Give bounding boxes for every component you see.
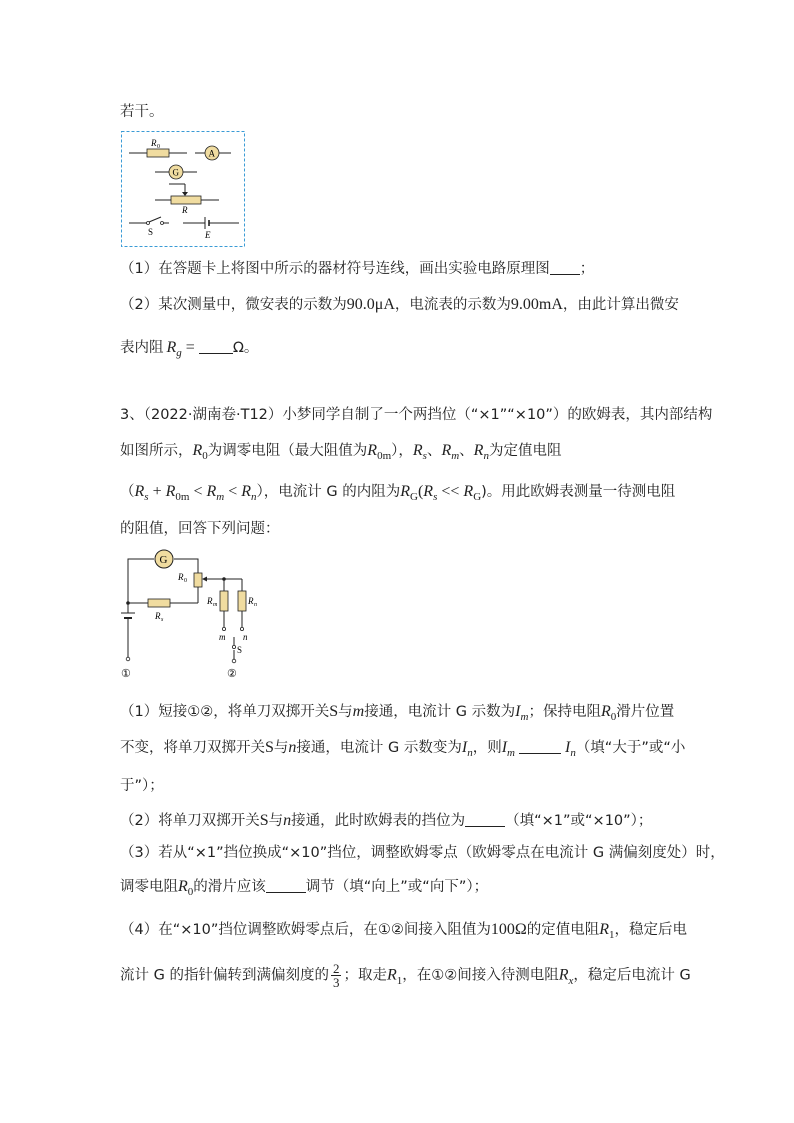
q3-1-l2-b: 与 [273, 740, 289, 756]
frac-den: 3 [332, 975, 340, 990]
rs-var: R [412, 442, 423, 459]
much-less-sign: << [437, 483, 464, 500]
q3-2-d: （填“×1”或“×10”）； [505, 813, 653, 829]
terminal-2-label: ② [227, 668, 237, 680]
answer-blank-range[interactable] [465, 812, 505, 827]
q3-part4-line1 [120, 920, 687, 941]
r0m-var: R [367, 442, 378, 459]
q3-3-r0-sub: 0 [187, 886, 194, 898]
ammeter-label: A [208, 148, 215, 159]
answer-blank-direction[interactable] [266, 878, 306, 893]
q2-part2-mid: ，电流表的示数为 [394, 297, 511, 313]
resistor-r0-symbol [129, 138, 187, 157]
sep-1: 、 [426, 443, 442, 459]
battery-label: E [205, 230, 211, 240]
q3-1-l2-c: 接通，电流计 G 示数变为 [296, 740, 462, 756]
sep-2: 、 [459, 443, 474, 459]
q3-1-l2-d: ，则 [472, 740, 502, 756]
q3-2-c: 接通，此时欧姆表的挡位为 [291, 813, 466, 829]
fig2-m-label: m [219, 632, 226, 642]
in-var-sub: n [467, 747, 473, 759]
q3-line3-d: )。用此欧姆表测量一待测电阻 [481, 484, 676, 500]
q3-stem-line2 [120, 441, 561, 462]
fig2-rn-sub: n [254, 602, 257, 608]
rg-var: R [166, 339, 177, 356]
q3-2-n: n [283, 812, 292, 829]
in-var-2: I [564, 739, 571, 756]
resistor-rs [148, 599, 170, 607]
q3-3-l1: （3）若从“×1”挡位换成“×10”挡位，调整欧姆零点（欧姆零点在电流计 G 满偏刻度处）时， [120, 845, 725, 861]
figure-ohmmeter-circuit [118, 547, 268, 682]
rg-var-q3: R [400, 483, 411, 500]
answer-blank-diagram[interactable] [550, 260, 580, 275]
microammeter-reading: 90.0μA [346, 296, 395, 313]
cond-rs-sub: s [433, 491, 438, 503]
q3-4-l2-c: ，在①②间接入待测电阻 [402, 967, 559, 984]
rx-var-sub: x [568, 974, 574, 987]
q3-stem-line4 [120, 519, 280, 539]
fig2-rs-sub: s [161, 617, 164, 623]
q3-1-l3: 于”）； [120, 778, 164, 794]
rn-var: R [473, 442, 484, 459]
resistor-rn [238, 591, 246, 611]
frac-num: 2 [332, 961, 340, 976]
q2-part1 [120, 259, 594, 279]
q3-line2-a: 如图所示， [120, 443, 193, 459]
q3-stem-line3 [120, 482, 675, 503]
ineq-rn-sub: n [251, 491, 257, 503]
ineq-rs-sub: s [144, 491, 149, 503]
q3-part2 [120, 811, 652, 831]
r0-label-sub: 0 [157, 144, 160, 150]
q3-4-l2-a: 流计 G 的指针偏转到满偏刻度的 [120, 967, 329, 984]
switch-pivot [232, 645, 235, 648]
intro-text: 若干。 [120, 104, 164, 120]
n-ref: n [288, 739, 297, 756]
q2-part2-pre: （2）某次测量中，微安表的示数为 [120, 297, 347, 313]
q3-3-r0: R [178, 878, 188, 895]
q3-part3-line1 [120, 843, 725, 863]
switch-symbol [129, 217, 169, 237]
answer-blank-compare[interactable] [519, 739, 561, 754]
q3-line2-d: 为定值电阻 [488, 443, 562, 459]
rg-var-sub: g [176, 347, 182, 359]
cond-rg-sub: G [473, 491, 482, 503]
contact-n [240, 627, 243, 630]
cond-rg: R [463, 483, 474, 500]
q2-part2-line2-pre: 表内阻 [120, 340, 164, 356]
q3-4-b: 的定值电阻 [526, 922, 600, 938]
q2-part1-text: （1）在答题卡上将图中所示的器材符号连线，画出实验电路原理图 [120, 261, 550, 277]
im-var-2-sub: m [507, 747, 515, 759]
ineq-r0m: R [165, 483, 176, 500]
q3-part1-line2 [120, 738, 685, 759]
fig2-s-label: S [237, 645, 243, 655]
q3-4-c: ，稳定后电 [614, 922, 688, 938]
r1-var-2-sub: 1 [396, 974, 403, 987]
galvanometer-label: G [172, 167, 179, 178]
figure-border [122, 132, 245, 247]
rm-var-sub: m [451, 450, 460, 462]
plus-sign: + [148, 483, 166, 500]
im-var-sub: m [520, 711, 529, 723]
fig2-rn-label: R [248, 596, 254, 606]
fig2-rm-sub: m [213, 602, 218, 608]
r0-var: R [192, 442, 203, 459]
q2-part2-line1 [120, 295, 679, 315]
ammeter-reading: 9.00mA [510, 296, 563, 313]
battery-symbol [183, 217, 239, 240]
fig2-g-label: G [159, 554, 168, 566]
q3-line4: 的阻值，回答下列问题： [120, 521, 280, 537]
figure-components [121, 131, 245, 247]
rheostat-symbol [155, 184, 219, 215]
r1-var: R [599, 921, 610, 938]
junction-left [126, 601, 130, 605]
q3-part4-line2 [120, 962, 691, 989]
q3-line1: 3、（2022·湖南卷·T12）小梦同学自制了一个两挡位（“×1”“×10”）的欧姆表，其内部结构 [120, 407, 713, 423]
switch-s-ref: S [329, 703, 339, 720]
rheostat-label: R [182, 205, 188, 215]
equals-sign: = [181, 339, 199, 356]
fig2-rm-label: R [207, 596, 213, 606]
r0-var-sub: 0 [202, 450, 208, 462]
ineq-rs: R [134, 483, 145, 500]
terminal-2 [232, 659, 236, 663]
terminal-1-label: ① [121, 668, 131, 680]
im-var-2: I [501, 739, 508, 756]
q2-unit: Ω。 [232, 340, 259, 356]
q3-1-c: 接通，电流计 G 示数为 [364, 704, 516, 720]
ineq-rm: R [206, 483, 217, 500]
q3-4-a: （4）在“×10”挡位调整欧姆零点后，在①②间接入阻值为 [120, 922, 491, 938]
q3-part1-line1 [120, 702, 674, 723]
q3-1-l2-e: （填“大于”或“小 [575, 740, 686, 756]
q3-3-l2-b: 的滑片应该 [193, 879, 266, 895]
q3-line3-a: （ [120, 484, 135, 500]
resistor-rm [220, 591, 228, 611]
q2-part1-end: ； [579, 261, 595, 277]
q3-part3-line2 [120, 877, 488, 898]
m-ref: m [352, 703, 365, 720]
q3-1-d: ；保持电阻 [528, 704, 601, 720]
q3-2-a: （2）将单刀双掷开关 [120, 813, 260, 829]
in-var: I [461, 739, 468, 756]
fig2-n-label: n [243, 632, 248, 642]
resistor-r0-zero-adjust [194, 573, 202, 587]
r0-label: R [151, 138, 157, 148]
lt-sign-2: < [224, 483, 242, 500]
q3-1-e: 滑片位置 [616, 704, 675, 720]
ineq-rm-sub: m [216, 491, 225, 503]
q3-2-b: 与 [268, 813, 284, 829]
q3-3-l2-c: 调节（填“向上”或“向下”）； [305, 879, 489, 895]
r1-var-2: R [386, 966, 397, 984]
q3-1-b: 与 [338, 704, 353, 720]
q3-3-l2-a: 调零电阻 [120, 879, 178, 895]
ineq-r0m-sub: 0m [175, 491, 190, 503]
contact-m [222, 627, 225, 630]
q3-line2-b: 为调零电阻（最大阻值为 [207, 443, 368, 459]
r0-slider-arrow [202, 577, 207, 582]
junction-right [222, 577, 226, 581]
q3-1-r0-sub: 0 [610, 711, 617, 723]
intro-line [120, 102, 164, 122]
q3-4-l2-d: ，稳定后电流计 G [573, 967, 691, 984]
switch-label: S [148, 227, 154, 237]
rx-var: R [558, 966, 569, 984]
q3-stem-line1 [120, 405, 712, 425]
q2-part2-post: ，由此计算出微安 [562, 297, 679, 313]
resistance-100: 100Ω [490, 921, 527, 938]
in-var-2-sub: n [570, 747, 576, 759]
im-var: I [515, 703, 521, 720]
q3-part1-line3 [120, 776, 164, 796]
galvanometer-symbol [155, 165, 197, 179]
ineq-rn: R [241, 483, 252, 500]
r0m-var-sub: 0m [377, 450, 392, 462]
terminal-1 [126, 657, 130, 661]
ammeter-symbol [195, 146, 231, 160]
fig2-rs-label: R [155, 611, 161, 621]
q3-line2-c: ）， [391, 443, 413, 459]
rm-var: R [441, 442, 452, 459]
q3-4-l2-b: ；取走 [343, 967, 387, 984]
q2-part2-line2 [120, 338, 258, 359]
q3-line3-b: ），电流计 G 的内阻为 [256, 484, 401, 500]
switch-s-ref-2: S [265, 739, 274, 756]
cond-rs: R [423, 483, 434, 500]
q3-1-a: （1）短接①②，将单刀双掷开关 [120, 704, 330, 720]
answer-blank-rg[interactable] [199, 339, 233, 354]
paren-open: ( [417, 483, 424, 500]
r1-var-sub: 1 [609, 929, 615, 941]
rg-var-q3-sub: G [410, 491, 418, 503]
fig2-r0-label: R [178, 572, 184, 582]
q3-1-r0: R [600, 703, 611, 720]
q3-1-l2-a: 不变，将单刀双掷开关 [120, 740, 265, 756]
rn-var-sub: n [483, 450, 489, 462]
fraction-two-thirds [331, 962, 342, 989]
lt-sign-1: < [189, 483, 207, 500]
q3-2-s: S [259, 812, 269, 829]
fig2-r0-sub: 0 [184, 578, 187, 584]
rs-var-sub: s [422, 450, 427, 462]
